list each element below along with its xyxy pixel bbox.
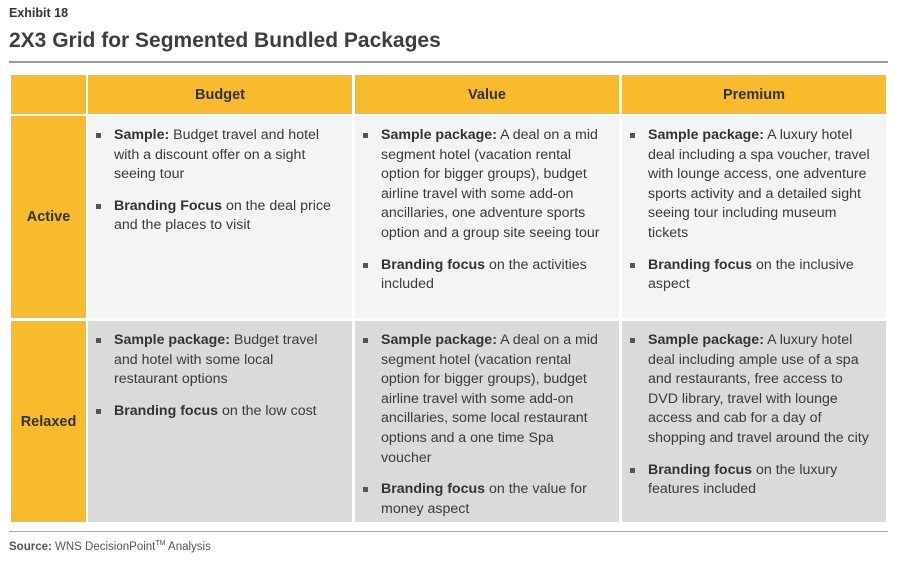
source-suffix: Analysis xyxy=(165,541,211,553)
bullet-item: Sample package: Budget travel and hotel with some local restaurant options xyxy=(102,331,340,390)
source-label: Source: xyxy=(9,541,52,553)
bullet-item: Sample package: A deal on a mid segment hotel (vacation rental option for bigger groups), budget airline travel with some add-on ancillaries, one adventure sports option and a group site seeing tour xyxy=(369,126,607,244)
column-header-premium: Premium xyxy=(622,75,886,114)
footer-divider xyxy=(9,531,888,532)
exhibit-label: Exhibit 18 xyxy=(9,6,69,20)
bullet-item: Branding focus on the low cost xyxy=(102,402,340,422)
bullet-item: Branding focus on the activities included xyxy=(369,256,607,295)
bullet-item: Sample package: A luxury hotel deal including a spa voucher, travel with lounge access, one adventure sports activity and a detailed sight seeing tour including museum tickets xyxy=(636,126,874,244)
column-header-value: Value xyxy=(355,75,619,114)
cell-relaxed-premium xyxy=(622,321,886,522)
row-label-relaxed: Relaxed xyxy=(11,321,86,522)
bullet-item: Branding focus on the value for money aspect xyxy=(369,480,607,519)
title-divider xyxy=(9,61,888,63)
cell-active-budget xyxy=(88,116,352,318)
source-text: WNS DecisionPoint xyxy=(51,541,156,553)
cell-relaxed-value xyxy=(355,321,619,522)
bullet-item: Branding focus on the luxury features included xyxy=(636,461,874,500)
page-title: 2X3 Grid for Segmented Bundled Packages xyxy=(9,29,441,52)
trademark-mark: TM xyxy=(155,540,166,547)
cell-active-premium xyxy=(622,116,886,318)
bullet-item: Branding focus on the inclusive aspect xyxy=(636,256,874,295)
source-note xyxy=(9,540,211,553)
row-label-active: Active xyxy=(11,116,86,318)
bullet-item: Sample: Budget travel and hotel with a discount offer on a sight seeing tour xyxy=(102,126,340,185)
bullet-item: Branding Focus on the deal price and the places to visit xyxy=(102,197,340,236)
cell-relaxed-budget xyxy=(88,321,352,522)
column-header-budget: Budget xyxy=(88,75,352,114)
bullet-item: Sample package: A deal on a mid segment hotel (vacation rental option for bigger groups), budget airline travel with some add-on ancillaries, some local restaurant options and a one time Spa voucher xyxy=(369,331,607,468)
bullet-item: Sample package: A luxury hotel deal including ample use of a spa and restaurants, free access to DVD library, travel with lounge access and cab for a day of shopping and travel around the city xyxy=(636,331,874,449)
header-corner xyxy=(11,75,86,114)
cell-active-value xyxy=(355,116,619,318)
